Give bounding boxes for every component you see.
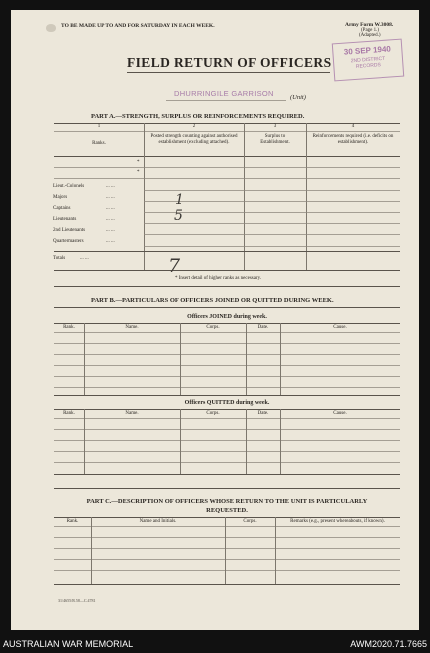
joined-top-rule — [54, 323, 400, 324]
joined-row — [54, 354, 400, 355]
footer-bar — [0, 635, 430, 653]
rank-dots: ... ... — [106, 239, 115, 244]
joined-col-rank: Rank. — [63, 325, 75, 330]
joined-col-corps: Corps. — [206, 325, 220, 330]
part-a-title: PART A.—STRENGTH, SURPLUS OR REINFORCEMENTS REQUIRED. — [91, 113, 305, 120]
quitted-col-date: Date. — [257, 411, 269, 416]
joined-col-cause: Cause. — [333, 325, 347, 330]
quitted-col-line — [280, 409, 281, 474]
print-code: 31/4655/R.58—C.4781 — [58, 598, 96, 603]
stamp-date: 30 SEP 1940 — [343, 44, 392, 57]
part-c-col-rank: Rank. — [66, 519, 79, 524]
rank-lieut-colonels: Lieut.-Colonels — [53, 184, 85, 189]
joined-col-line — [246, 323, 247, 395]
handwritten-captains: 1 — [175, 192, 184, 208]
col-num-4: 4 — [351, 124, 355, 129]
part-c-col-line — [91, 517, 92, 584]
col-num-2: 2 — [192, 124, 196, 129]
part-a-col-line-1 — [144, 123, 145, 271]
quitted-row — [54, 451, 400, 452]
form-sheet — [11, 10, 419, 630]
part-c-title-line1: PART C.—DESCRIPTION OF OFFICERS WHOSE RETURN TO THE UNIT IS PARTICULARLY — [86, 498, 368, 505]
rank-dots: ... ... — [106, 195, 115, 200]
part-c-col-name: Name and Initials. — [139, 519, 177, 524]
quitted-top-rule — [54, 409, 400, 410]
footer-institution: AUSTRALIAN WAR MEMORIAL — [3, 639, 134, 649]
col-num-rule — [54, 131, 400, 132]
rank-2nd-lieutenants: 2nd Lieutenants — [53, 228, 86, 233]
hole-punch-mark — [46, 24, 56, 32]
part-c-row — [54, 537, 400, 538]
col-num-3: 3 — [273, 124, 277, 129]
row-rule — [54, 178, 400, 179]
col-head-reinforcements: Reinforcements required (i.e. deficits on establishment). — [312, 134, 394, 145]
joined-row — [54, 376, 400, 377]
rank-dots: ... ... — [106, 228, 115, 233]
joined-row — [54, 343, 400, 344]
col-head-ranks: Ranks. — [92, 141, 106, 146]
joined-row — [54, 387, 400, 388]
joined-col-line — [84, 323, 85, 395]
joined-head-rule — [54, 332, 400, 333]
quitted-row — [54, 440, 400, 441]
star-row-2: * — [137, 170, 140, 175]
joined-row — [54, 365, 400, 366]
rank-majors: Majors — [53, 195, 68, 200]
header-bottom-rule — [54, 156, 400, 157]
row-rule — [144, 190, 400, 191]
quitted-col-line — [84, 409, 85, 474]
page-title: FIELD RETURN OF OFFICERS — [127, 55, 332, 70]
part-c-row — [54, 559, 400, 560]
part-c-title-line2: REQUESTED. — [206, 507, 248, 514]
received-stamp — [332, 39, 404, 82]
row-rule — [144, 246, 400, 247]
quitted-col-name: Name. — [125, 411, 139, 416]
rank-quartermasters: Quartermasters — [53, 239, 84, 244]
rank-dots: ... ... — [106, 184, 115, 189]
part-c-col-corps: Corps. — [243, 519, 257, 524]
col-num-1: 1 — [97, 124, 101, 129]
star-row-1: * — [137, 160, 140, 165]
joined-col-name: Name. — [125, 325, 139, 330]
row-rule — [54, 167, 400, 168]
part-b-top-rule — [54, 307, 400, 308]
part-c-head-rule — [54, 526, 400, 527]
handwritten-totals: 7 — [168, 255, 181, 277]
col-head-posted: Posted strength counting against authorised establishment (excluding attached). — [150, 134, 238, 145]
joined-bottom-rule — [54, 395, 400, 396]
part-b-title: PART B.—PARTICULARS OF OFFICERS JOINED OR QUITTED DURING WEEK. — [91, 297, 334, 304]
form-number: Army Form W.3008. — [345, 22, 394, 28]
quitted-row — [54, 462, 400, 463]
part-c-col-remarks: Remarks (e.g., present whereabouts, if known). — [290, 519, 385, 524]
handwritten-lieutenants: 5 — [174, 208, 183, 224]
part-c-top-rule — [54, 517, 400, 518]
stamp-line2: RECORDS — [355, 62, 382, 70]
joined-col-line — [180, 323, 181, 395]
part-c-col-line — [275, 517, 276, 584]
totals-label: Totals — [53, 256, 66, 261]
quitted-col-corps: Corps. — [206, 411, 220, 416]
part-c-row — [54, 548, 400, 549]
joined-col-line — [280, 323, 281, 395]
form-adapted: (Adapted.) — [359, 33, 381, 38]
rank-dots: ... ... — [106, 217, 115, 222]
quitted-bottom-rule — [54, 474, 400, 475]
stamp-line1: 2ND DISTRICT — [350, 55, 386, 65]
quitted-col-rank: Rank. — [63, 411, 75, 416]
quitted-col-line — [180, 409, 181, 474]
unit-line — [166, 100, 286, 101]
quitted-col-line — [246, 409, 247, 474]
rank-lieutenants: Lieutenants — [53, 217, 77, 222]
footer-accession-number: AWM2020.71.7665 — [350, 639, 427, 649]
totals-rule — [54, 251, 400, 252]
footnote: * Insert detail of higher ranks as necessary. — [175, 276, 262, 281]
quitted-col-cause: Cause. — [333, 411, 347, 416]
part-c-row — [54, 570, 400, 571]
part-a-bottom-rule — [54, 270, 400, 271]
joined-col-date: Date. — [257, 325, 269, 330]
part-a-col-line-2 — [244, 123, 245, 271]
rank-dots: ... ... — [106, 206, 115, 211]
section-divider — [54, 286, 400, 287]
col-head-surplus: Surplus to Establishment. — [260, 134, 290, 145]
quitted-title: Officers QUITTED during week. — [184, 400, 270, 406]
part-a-col-line-3 — [306, 123, 307, 271]
title-underline — [127, 72, 330, 73]
section-divider — [54, 488, 400, 489]
instruction-text: TO BE MADE UP TO AND FOR SATURDAY IN EACH WEEK. — [61, 23, 215, 29]
unit-name: DHURRINGILE GARRISON — [174, 89, 274, 98]
part-c-col-line — [225, 517, 226, 584]
rank-captains: Captains — [53, 206, 71, 211]
totals-dots: ... ... — [80, 256, 89, 261]
quitted-row — [54, 429, 400, 430]
quitted-head-rule — [54, 418, 400, 419]
row-rule — [144, 234, 400, 235]
form-page: (Page 1.) — [361, 28, 380, 33]
joined-title: Officers JOINED during week. — [187, 314, 267, 320]
part-c-bottom-rule — [54, 584, 400, 585]
unit-label: (Unit) — [290, 94, 306, 101]
